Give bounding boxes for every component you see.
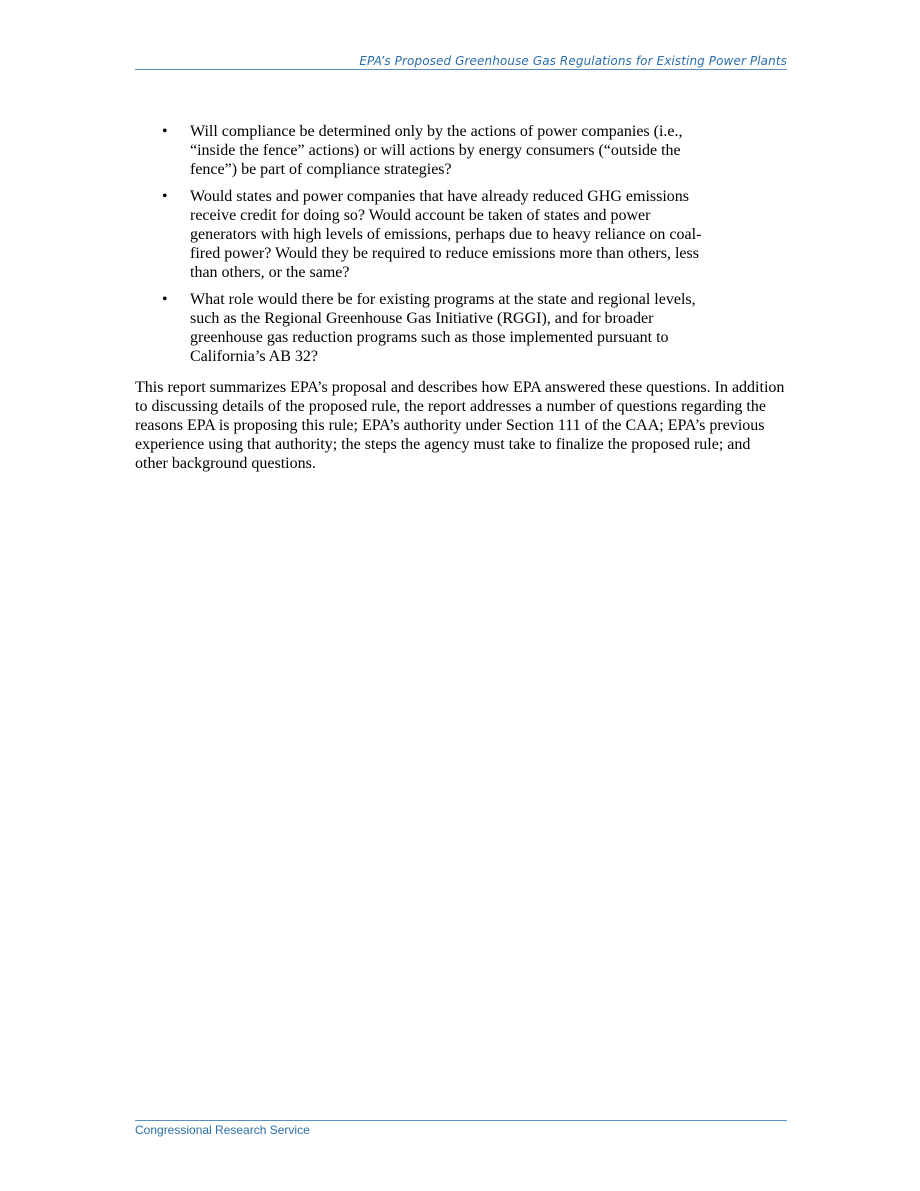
list-item [135,187,720,282]
list-item [135,122,720,179]
bullet-icon: • [162,123,168,140]
bullet-icon: • [162,291,168,308]
running-header-title: EPA’s Proposed Greenhouse Gas Regulations for Existing Power Plants [359,54,787,68]
summary-paragraph: This report summarizes EPA’s proposal and describes how EPA answered these questions. In addition to discussing details of the proposed rule, the report addresses a number of questions regarding the reasons EPA is proposing this rule; EPA’s authority under Section 111 of the CAA; EPA’s previous experience using that authority; the steps the agency must take to finalize the proposed rule; and other background questions. [135,379,785,472]
footer-organization: Congressional Research Service [135,1123,310,1137]
list-item-text: Would states and power companies that have already reduced GHG emissions receive credit for doing so? Would account be taken of states and power generators with high levels of emissions, perhaps due to heavy reliance on coal-fired power? Would they be required to reduce emissions more than others, less than others, or the same? [190,188,702,281]
footer-divider [135,1120,787,1121]
header-divider [135,69,787,70]
list-item [135,290,720,366]
question-list [135,122,787,366]
list-item-text: Will compliance be determined only by the actions of power companies (i.e., “inside the fence” actions) or will actions by energy consumers (“outside the fence”) be part of compliance strategies? [190,123,683,178]
bullet-icon: • [162,188,168,205]
page-content [135,122,787,473]
list-item-text: What role would there be for existing programs at the state and regional levels, such as the Regional Greenhouse Gas Initiative (RGGI), and for broader greenhouse gas reduction programs such as those implemented pursuant to California’s AB 32? [190,291,696,365]
